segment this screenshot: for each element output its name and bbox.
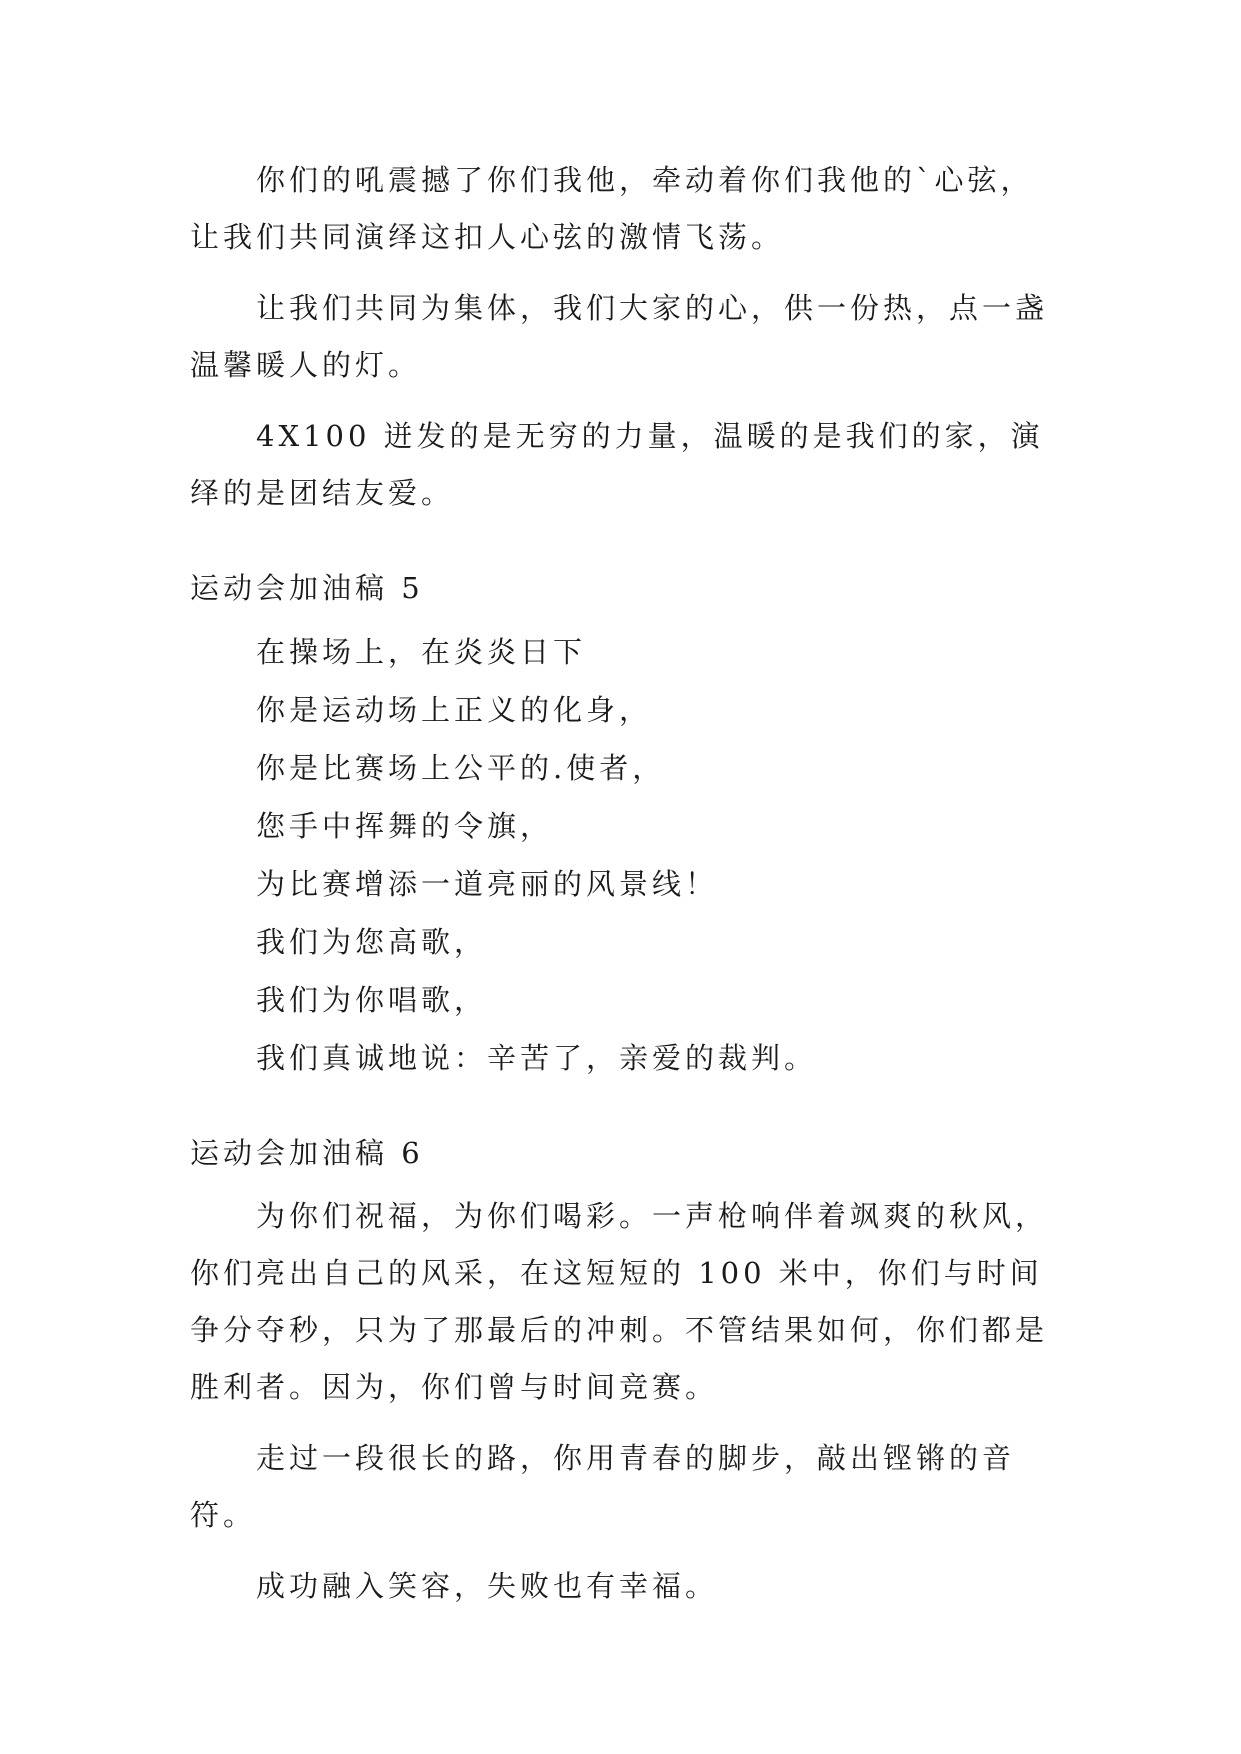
verse-line: 在操场上，在炎炎日下	[256, 635, 587, 669]
verse-line: 你是比赛场上公平的.使者，	[256, 751, 666, 785]
paragraph: 走过一段很长的路，你用青春的脚步，敲出铿锵的音符。	[190, 1441, 1016, 1532]
paragraph: 你们的吼震撼了你们我他，牵动着你们我他的`心弦，让我们共同演绎这扣人心弦的激情飞荡。	[190, 163, 1034, 254]
section-title: 运动会加油稿 6	[190, 1136, 424, 1170]
section-5	[190, 560, 1052, 1087]
document-body	[190, 152, 1052, 1629]
paragraph: 4X100 迸发的是无穷的力量，温暖的是我们的家，演绎的是团结友爱。	[190, 419, 1044, 510]
section-6	[190, 1125, 1052, 1615]
paragraph: 为你们祝福，为你们喝彩。一声枪响伴着飒爽的秋风，你们亮出自己的风采，在这短短的 100 米中，你们与时间争分夺秒，只为了那最后的冲刺。不管结果如何，你们都是胜利者。因为，你们曾与时间竞赛。	[190, 1199, 1049, 1404]
verse-line: 我们为你唱歌，	[256, 983, 488, 1017]
verse-line: 我们为您高歌，	[256, 925, 488, 959]
verse-line: 我们真诚地说：辛苦了，亲爱的裁判。	[256, 1041, 818, 1075]
paragraph: 让我们共同为集体，我们大家的心，供一份热，点一盏温馨暖人的灯。	[190, 291, 1049, 382]
verse-line: 你是运动场上正义的化身，	[256, 693, 653, 727]
verse-line: 为比赛增添一道亮丽的风景线！	[256, 867, 719, 901]
verse-line: 您手中挥舞的令旗，	[256, 809, 554, 843]
section-intro	[190, 152, 1052, 522]
section-title: 运动会加油稿 5	[190, 571, 424, 605]
paragraph: 成功融入笑容，失败也有幸福。	[256, 1569, 719, 1603]
